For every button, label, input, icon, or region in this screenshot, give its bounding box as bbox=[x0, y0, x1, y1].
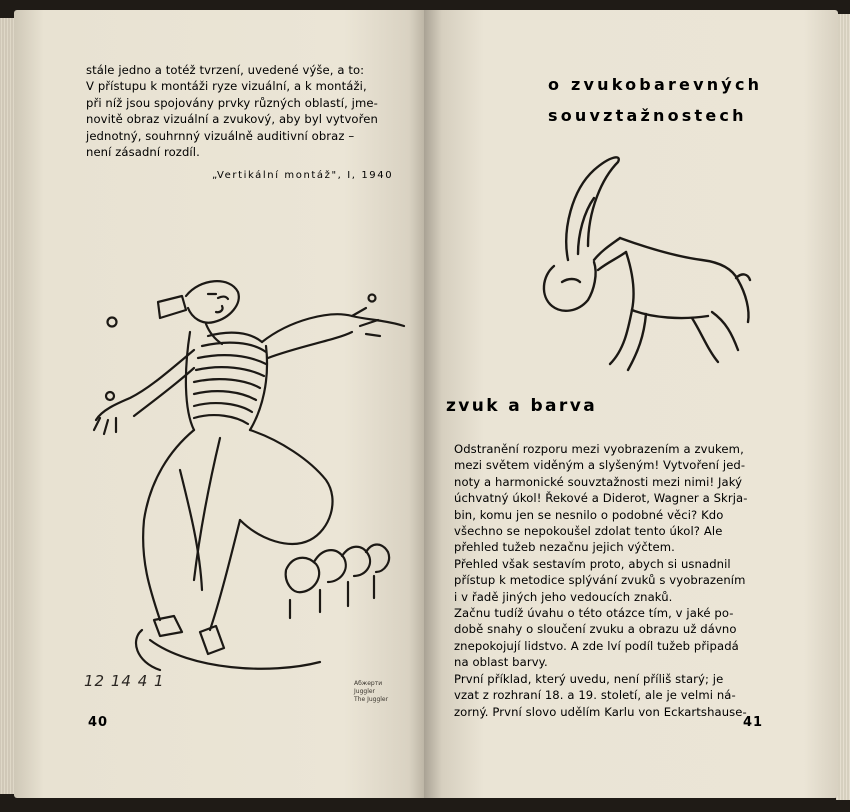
body-line: noty a harmonické souvztažnosti mezi nimi! Jaký bbox=[454, 474, 743, 489]
quote-line: V přístupu k montáži ryze vizuální, a k montáži, bbox=[86, 79, 367, 94]
quote-line: stále jedno a totéž tvrzení, uvedené výše, a to: bbox=[86, 63, 365, 77]
page-number-left: 40 bbox=[88, 715, 109, 730]
page-number-right: 41 bbox=[743, 715, 764, 730]
quote-source: „Vertikální montáž", I, 1940 bbox=[212, 170, 394, 181]
caption-line: Juggler bbox=[354, 688, 376, 695]
quote-line: novitě obraz vizuální a zvukový, aby byl vytvořen bbox=[86, 112, 378, 127]
body-line: Odstranění rozporu mezi vyobrazením a zvukem, bbox=[454, 442, 744, 456]
quote-text bbox=[86, 62, 416, 160]
quote-line: není zásadní rozdíl. bbox=[86, 145, 200, 160]
body-line: Přehled však sestavím proto, abych si usnadnil bbox=[454, 556, 731, 571]
quote-line: při níž jsou spojovány prvky různých oblastí, jme- bbox=[86, 95, 378, 110]
body-line: bin, komu jen se nesnilo o podobné věci? Kdo bbox=[454, 507, 724, 522]
body-line: na oblast barvy. bbox=[454, 655, 548, 670]
body-line: zorný. První slovo udělím Karlu von Eckartshause- bbox=[454, 704, 747, 719]
goat-drawing bbox=[532, 150, 752, 380]
page-title-line1: o zvukobarevných bbox=[548, 75, 763, 94]
body-text bbox=[454, 441, 754, 720]
body-line: přístup k metodice splývání zvuků s vyobrazením bbox=[454, 573, 746, 588]
body-line: vzat z rozhraní 18. a 19. století, ale je velmi ná- bbox=[454, 688, 736, 703]
body-line: i v řadě jiných jeho vedoucích znaků. bbox=[454, 589, 673, 604]
juggler-drawing bbox=[90, 270, 410, 690]
body-line: všechno se nepokoušel zdolat tento úkol? Ale bbox=[454, 524, 723, 539]
handwritten-note: 12 14 4 1 bbox=[84, 672, 165, 690]
body-line: úchvatný úkol! Řekové a Diderot, Wagner a Skrja- bbox=[454, 491, 748, 506]
drawing-caption bbox=[354, 680, 388, 704]
page-edges-right bbox=[836, 14, 850, 800]
body-line: přehled tužeb nezačnu jejich výčtem. bbox=[454, 540, 675, 555]
caption-line: Абжерти bbox=[354, 680, 383, 687]
body-line: Začnu tudíž úvahu o této otázce tím, v jaké po- bbox=[454, 606, 734, 621]
quote-line: jednotný, souhrnný vizuálně auditivní obraz – bbox=[86, 128, 355, 143]
body-line: mezi světem viděným a slyšeným! Vytvoření jed- bbox=[454, 458, 746, 473]
caption-line: The Juggler bbox=[354, 696, 389, 703]
section-heading: zvuk a barva bbox=[446, 396, 598, 416]
page-title-line2: souvztažnostech bbox=[548, 106, 747, 125]
body-line: znepokojují lidstvo. A zde lví podíl tužeb připadá bbox=[454, 638, 739, 653]
body-line: době snahy o sloučení zvuku a obrazu už dávno bbox=[454, 622, 737, 637]
body-line: První příklad, který uvedu, není příliš starý; je bbox=[454, 671, 724, 686]
